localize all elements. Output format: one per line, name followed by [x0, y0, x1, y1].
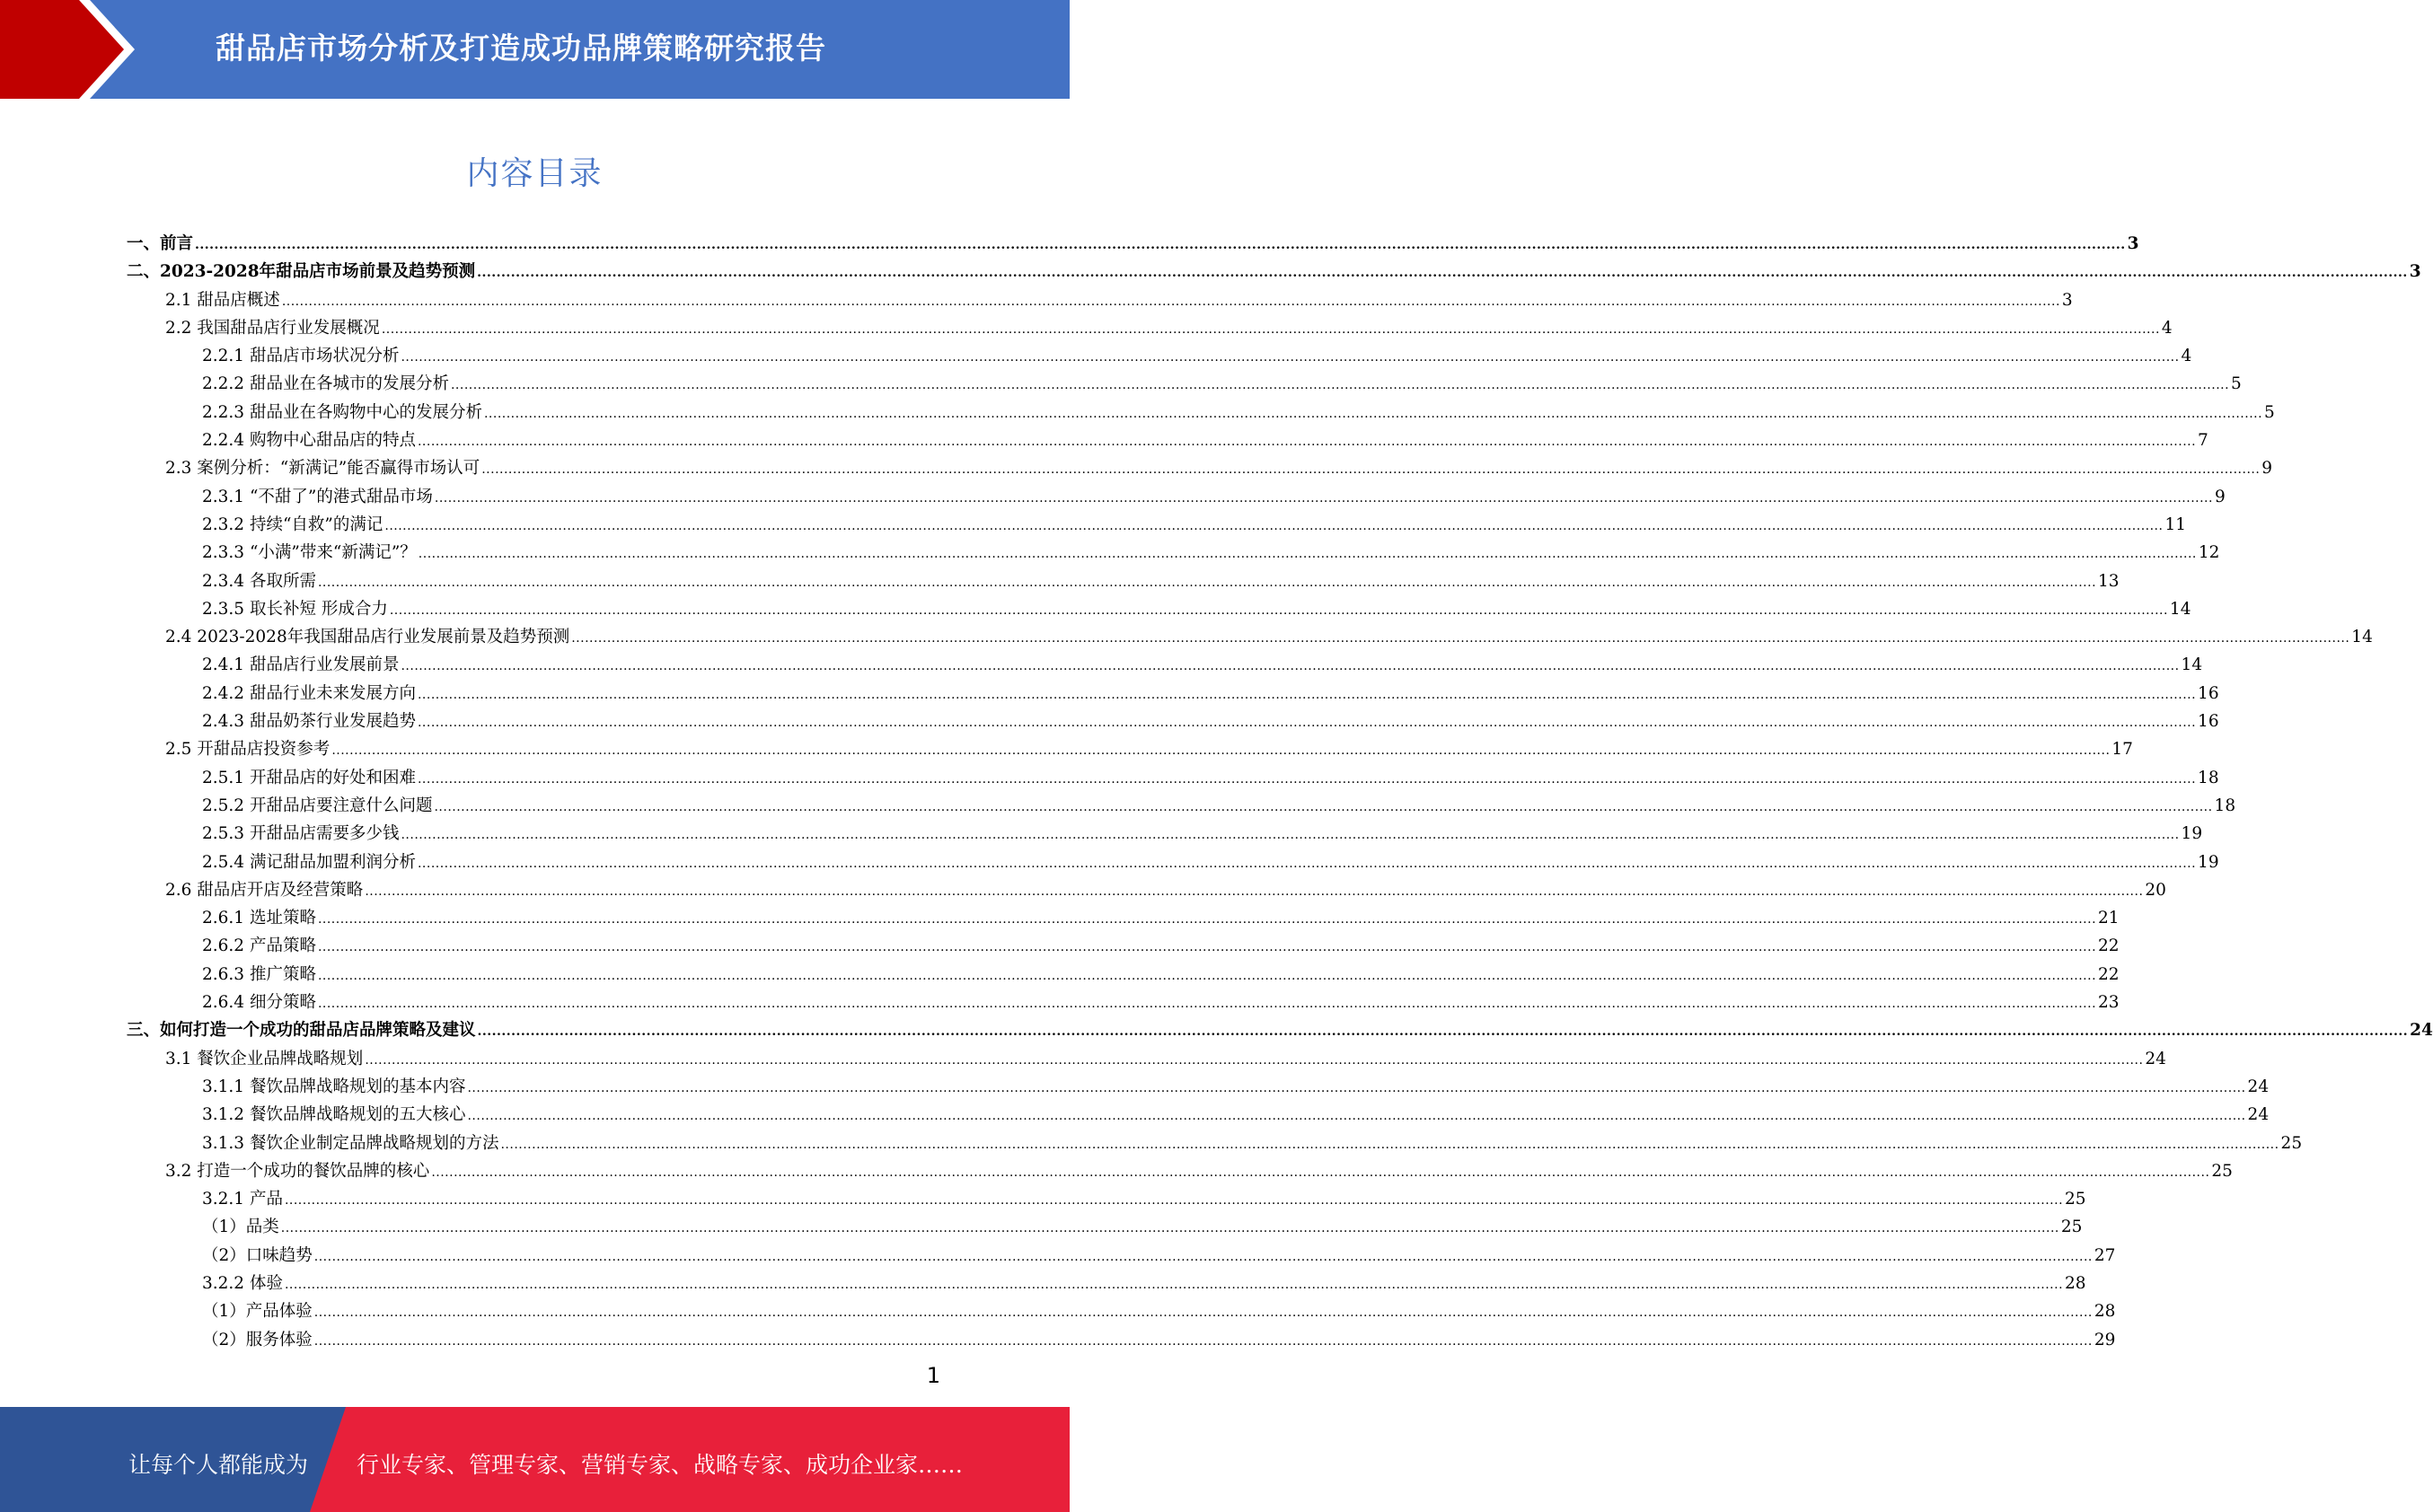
- toc-entry[interactable]: [127, 567, 2120, 595]
- toc-leader-dots: ................................................................................................................................................................................................................................................................................................................................................................................................................: [317, 940, 2097, 955]
- toc-entry-label: 三、如何打造一个成功的甜品店品牌策略及建议: [127, 1021, 476, 1041]
- toc-entry[interactable]: [127, 1157, 2233, 1185]
- toc-entry-page: 29: [2094, 1330, 2116, 1349]
- toc-leader-dots: ................................................................................................................................................................................................................................................................................................................................................................................................................: [384, 518, 2164, 533]
- toc-entry[interactable]: [127, 1101, 2270, 1129]
- toc-entry[interactable]: [127, 876, 2166, 904]
- toc-leader-dots: ................................................................................................................................................................................................................................................................................................................................................................................................................: [571, 631, 2350, 646]
- footer-slogan-right: 行业专家、管理专家、营销专家、战略专家、成功企业家……: [357, 1452, 964, 1478]
- toc-entry-label: （1）产品体验: [202, 1302, 313, 1322]
- toc-entry-page: 18: [2214, 796, 2236, 815]
- toc-entry[interactable]: [127, 258, 2421, 286]
- toc-entry-label: 3.1.2 餐饮品牌战略规划的五大核心: [202, 1105, 466, 1125]
- toc-entry-label: 2.6 甜品店开店及经营策略: [165, 880, 364, 900]
- toc-leader-dots: ................................................................................................................................................................................................................................................................................................................................................................................................................: [317, 968, 2097, 983]
- toc-entry-label: 一、前言: [127, 234, 194, 253]
- toc-entry-page: 28: [2094, 1302, 2116, 1322]
- toc-entry-label: 2.4.3 甜品奶茶行业发展趋势: [202, 712, 416, 732]
- toc-entry-page: 14: [2351, 628, 2373, 647]
- toc-entry-label: 3.1.1 餐饮品牌战略规划的基本内容: [202, 1077, 466, 1096]
- toc-entry-page: 16: [2198, 712, 2219, 732]
- toc-entry-page: 3: [2127, 234, 2139, 253]
- toc-entry[interactable]: [127, 708, 2219, 735]
- toc-entry[interactable]: [127, 539, 2220, 567]
- toc-entry-page: 11: [2164, 514, 2186, 534]
- toc-entry-page: 4: [2181, 347, 2192, 366]
- toc-leader-dots: ................................................................................................................................................................................................................................................................................................................................................................................................................: [317, 997, 2097, 1012]
- toc-entry-page: 5: [2231, 374, 2242, 394]
- toc-entry[interactable]: [127, 764, 2219, 792]
- toc-entry-page: 7: [2198, 431, 2208, 451]
- toc-leader-dots: ................................................................................................................................................................................................................................................................................................................................................................................................................: [418, 547, 2197, 562]
- report-title: 甜品店市场分析及打造成功品牌策略研究报告: [216, 31, 826, 66]
- toc-entry-label: （2）口味趋势: [202, 1245, 313, 1265]
- toc-entry-label: （1）品类: [202, 1218, 279, 1237]
- toc-entry[interactable]: [127, 680, 2219, 708]
- toc-entry-page: 25: [2280, 1133, 2303, 1153]
- page-number: 1: [926, 1363, 940, 1388]
- toc-leader-dots: ................................................................................................................................................................................................................................................................................................................................................................................................................: [417, 856, 2197, 871]
- toc-leader-dots: ................................................................................................................................................................................................................................................................................................................................................................................................................: [417, 716, 2197, 731]
- toc-entry-page: 19: [2198, 852, 2219, 872]
- toc-entry[interactable]: [127, 1326, 2116, 1354]
- toc-entry-page: 22: [2098, 964, 2120, 984]
- toc-entry-label: 2.1 甜品店概述: [165, 290, 280, 310]
- toc-entry-label: 2.5.3 开甜品店需要多少钱: [202, 824, 400, 844]
- toc-leader-dots: ................................................................................................................................................................................................................................................................................................................................................................................................................: [365, 883, 2144, 899]
- toc-entry-page: 18: [2198, 768, 2219, 787]
- toc-entry[interactable]: [127, 314, 2173, 342]
- toc-entry-label: 2.2.1 甜品店市场状况分析: [202, 347, 400, 366]
- toc-entry[interactable]: [127, 820, 2203, 848]
- toc-entry-label: 二、2023-2028年甜品店市场前景及趋势预测: [127, 262, 476, 282]
- footer-slogan-left: 让每个人都能成为: [128, 1452, 309, 1478]
- toc-entry-label: 2.3.2 持续“自救”的满记: [202, 514, 383, 534]
- toc-entry-page: 28: [2065, 1273, 2086, 1293]
- toc-entry-label: 2.2 我国甜品店行业发展概况: [165, 318, 380, 338]
- toc-leader-dots: ................................................................................................................................................................................................................................................................................................................................................................................................................: [467, 1080, 2246, 1095]
- toc-entry-label: 2.3.4 各取所需: [202, 571, 316, 591]
- toc-entry-page: 22: [2098, 936, 2120, 956]
- toc-leader-dots: ................................................................................................................................................................................................................................................................................................................................................................................................................: [401, 659, 2180, 674]
- toc-entry[interactable]: [127, 904, 2120, 932]
- toc-entry-label: （2）服务体验: [202, 1330, 313, 1349]
- toc-entry[interactable]: [127, 1130, 2303, 1157]
- toc-entry[interactable]: [127, 1213, 2083, 1241]
- toc-entry-label: 2.2.2 甜品业在各城市的发展分析: [202, 374, 449, 394]
- toc-leader-dots: ................................................................................................................................................................................................................................................................................................................................................................................................................: [467, 1109, 2246, 1124]
- toc-entry-label: 2.6.4 细分策略: [202, 993, 316, 1013]
- toc-leader-dots: ................................................................................................................................................................................................................................................................................................................................................................................................................: [401, 828, 2180, 843]
- toc-leader-dots: ................................................................................................................................................................................................................................................................................................................................................................................................................: [477, 266, 2408, 281]
- toc-leader-dots: ................................................................................................................................................................................................................................................................................................................................................................................................................: [417, 687, 2197, 702]
- toc-entry-page: 23: [2098, 993, 2120, 1013]
- toc-entry[interactable]: [127, 1270, 2086, 1297]
- toc-leader-dots: ................................................................................................................................................................................................................................................................................................................................................................................................................: [281, 294, 2060, 309]
- toc-entry-label: 2.5 开甜品店投资参考: [165, 740, 331, 760]
- toc-entry-label: 2.5.1 开甜品店的好处和困难: [202, 768, 416, 787]
- header-banner: [0, 0, 1070, 99]
- toc-heading: 内容目录: [466, 155, 604, 192]
- toc-leader-dots: ................................................................................................................................................................................................................................................................................................................................................................................................................: [313, 1305, 2093, 1321]
- toc-entry-page: 27: [2094, 1245, 2116, 1265]
- toc-leader-dots: ................................................................................................................................................................................................................................................................................................................................................................................................................: [317, 575, 2097, 590]
- toc-entry[interactable]: [127, 426, 2208, 454]
- toc-entry[interactable]: [127, 286, 2073, 314]
- toc-entry-page: 16: [2198, 683, 2219, 703]
- toc-entry-label: 2.6.3 推广策略: [202, 964, 316, 984]
- toc-entry-page: 13: [2098, 571, 2120, 591]
- toc-entry-label: 2.4 2023-2028年我国甜品店行业发展前景及趋势预测: [165, 628, 570, 647]
- toc-leader-dots: ................................................................................................................................................................................................................................................................................................................................................................................................................: [417, 435, 2197, 450]
- toc-entry[interactable]: [127, 989, 2120, 1016]
- toc-entry[interactable]: [127, 370, 2242, 398]
- toc-entry-page: 5: [2264, 402, 2275, 422]
- toc-entry-label: 2.2.4 购物中心甜品店的特点: [202, 431, 416, 451]
- toc-entry[interactable]: [127, 848, 2219, 876]
- toc-entry[interactable]: [127, 1045, 2166, 1073]
- toc-entry[interactable]: [127, 454, 2273, 482]
- toc-entry[interactable]: [127, 1297, 2116, 1325]
- toc-leader-dots: ................................................................................................................................................................................................................................................................................................................................................................................................................: [500, 1137, 2279, 1152]
- toc-entry-label: 3.2.2 体验: [202, 1273, 283, 1293]
- toc-entry[interactable]: [127, 623, 2373, 651]
- toc-leader-dots: ................................................................................................................................................................................................................................................................................................................................................................................................................: [417, 771, 2197, 787]
- toc-entry[interactable]: [127, 1073, 2270, 1101]
- toc-entry[interactable]: [127, 511, 2186, 539]
- toc-leader-dots: ................................................................................................................................................................................................................................................................................................................................................................................................................: [434, 490, 2213, 505]
- toc-leader-dots: ................................................................................................................................................................................................................................................................................................................................................................................................................: [284, 1193, 2064, 1209]
- toc-leader-dots: ................................................................................................................................................................................................................................................................................................................................................................................................................: [331, 743, 2111, 759]
- toc-entry-label: 2.2.3 甜品业在各购物中心的发展分析: [202, 402, 482, 422]
- toc-entry-page: 24: [2247, 1077, 2270, 1096]
- toc-leader-dots: ................................................................................................................................................................................................................................................................................................................................................................................................................: [381, 321, 2160, 337]
- toc-entry[interactable]: [127, 961, 2120, 989]
- toc-entry-page: 21: [2098, 909, 2120, 928]
- toc-entry-page: 24: [2145, 1049, 2166, 1068]
- toc-entry-label: 2.3.3 “小满”带来“新满记”？: [202, 543, 417, 563]
- toc-entry-page: 14: [2181, 655, 2203, 675]
- toc-entry-label: 2.5.4 满记甜品加盟利润分析: [202, 852, 416, 872]
- toc-entry-label: 2.4.1 甜品店行业发展前景: [202, 655, 400, 675]
- toc-entry-label: 3.1 餐饮企业品牌战略规划: [165, 1049, 364, 1068]
- toc-entry[interactable]: [127, 1185, 2086, 1213]
- toc-leader-dots: ................................................................................................................................................................................................................................................................................................................................................................................................................: [477, 1024, 2409, 1040]
- toc-entry-page: 12: [2198, 543, 2220, 563]
- toc-entry[interactable]: [127, 651, 2203, 679]
- toc-entry-page: 24: [2247, 1105, 2270, 1125]
- toc-entry-page: 24: [2410, 1021, 2433, 1041]
- toc-leader-dots: ................................................................................................................................................................................................................................................................................................................................................................................................................: [313, 1333, 2093, 1349]
- toc-entry-page: 9: [2261, 459, 2273, 479]
- toc-entry-label: 3.2.1 产品: [202, 1190, 283, 1209]
- toc-leader-dots: ................................................................................................................................................................................................................................................................................................................................................................................................................: [195, 238, 2126, 252]
- toc-entry-page: 3: [2061, 290, 2073, 310]
- toc-entry[interactable]: [127, 230, 2139, 258]
- toc-entry-label: 2.4.2 甜品行业未来发展方向: [202, 683, 416, 703]
- header-arrow-decoration: [0, 0, 144, 99]
- toc-entry-page: 9: [2214, 487, 2226, 506]
- toc-entry-page: 19: [2181, 824, 2203, 844]
- toc-entry-label: 2.6.1 选址策略: [202, 909, 316, 928]
- toc-leader-dots: ................................................................................................................................................................................................................................................................................................................................................................................................................: [431, 1165, 2210, 1180]
- toc-entry-page: 25: [2060, 1218, 2083, 1237]
- toc-entry[interactable]: [127, 483, 2226, 511]
- toc-leader-dots: ................................................................................................................................................................................................................................................................................................................................................................................................................: [401, 350, 2180, 365]
- toc-leader-dots: ................................................................................................................................................................................................................................................................................................................................................................................................................: [389, 602, 2168, 618]
- toc-leader-dots: ................................................................................................................................................................................................................................................................................................................................................................................................................: [434, 799, 2213, 814]
- toc-entry-label: 2.3.1 “不甜了”的港式甜品市场: [202, 487, 433, 506]
- toc-entry-page: 25: [2065, 1190, 2086, 1209]
- toc-entry[interactable]: [127, 595, 2191, 623]
- toc-entry-label: 2.3 案例分析：“新满记”能否赢得市场认可: [165, 459, 480, 479]
- toc-leader-dots: ................................................................................................................................................................................................................................................................................................................................................................................................................: [313, 1249, 2093, 1264]
- toc-entry[interactable]: [127, 932, 2120, 960]
- toc-leader-dots: ................................................................................................................................................................................................................................................................................................................................................................................................................: [483, 406, 2263, 421]
- table-of-contents: [127, 230, 2433, 1354]
- toc-entry[interactable]: [127, 735, 2133, 763]
- toc-leader-dots: ................................................................................................................................................................................................................................................................................................................................................................................................................: [284, 1277, 2064, 1292]
- toc-entry-page: 3: [2409, 262, 2421, 282]
- toc-leader-dots: ................................................................................................................................................................................................................................................................................................................................................................................................................: [481, 462, 2261, 478]
- toc-entry[interactable]: [127, 1242, 2116, 1270]
- toc-entry-page: 25: [2211, 1161, 2233, 1181]
- footer-banner: [0, 1407, 1070, 1512]
- toc-leader-dots: ................................................................................................................................................................................................................................................................................................................................................................................................................: [365, 1052, 2144, 1068]
- toc-entry[interactable]: [127, 342, 2192, 370]
- toc-entry[interactable]: [127, 1016, 2433, 1044]
- toc-entry-page: 14: [2169, 599, 2191, 619]
- toc-entry-label: 2.6.2 产品策略: [202, 936, 316, 956]
- toc-entry-page: 17: [2111, 740, 2133, 760]
- toc-entry[interactable]: [127, 399, 2275, 426]
- toc-entry-label: 3.2 打造一个成功的餐饮品牌的核心: [165, 1161, 430, 1181]
- toc-leader-dots: ................................................................................................................................................................................................................................................................................................................................................................................................................: [450, 378, 2230, 393]
- toc-entry-label: 2.3.5 取长补短 形成合力: [202, 599, 388, 619]
- toc-leader-dots: ................................................................................................................................................................................................................................................................................................................................................................................................................: [317, 912, 2097, 927]
- toc-entry[interactable]: [127, 792, 2236, 820]
- toc-entry-label: 2.5.2 开甜品店要注意什么问题: [202, 796, 433, 815]
- toc-entry-label: 3.1.3 餐饮企业制定品牌战略规划的方法: [202, 1133, 499, 1153]
- toc-entry-page: 4: [2161, 318, 2173, 338]
- toc-leader-dots: ................................................................................................................................................................................................................................................................................................................................................................................................................: [280, 1221, 2059, 1236]
- toc-entry-page: 20: [2145, 880, 2166, 900]
